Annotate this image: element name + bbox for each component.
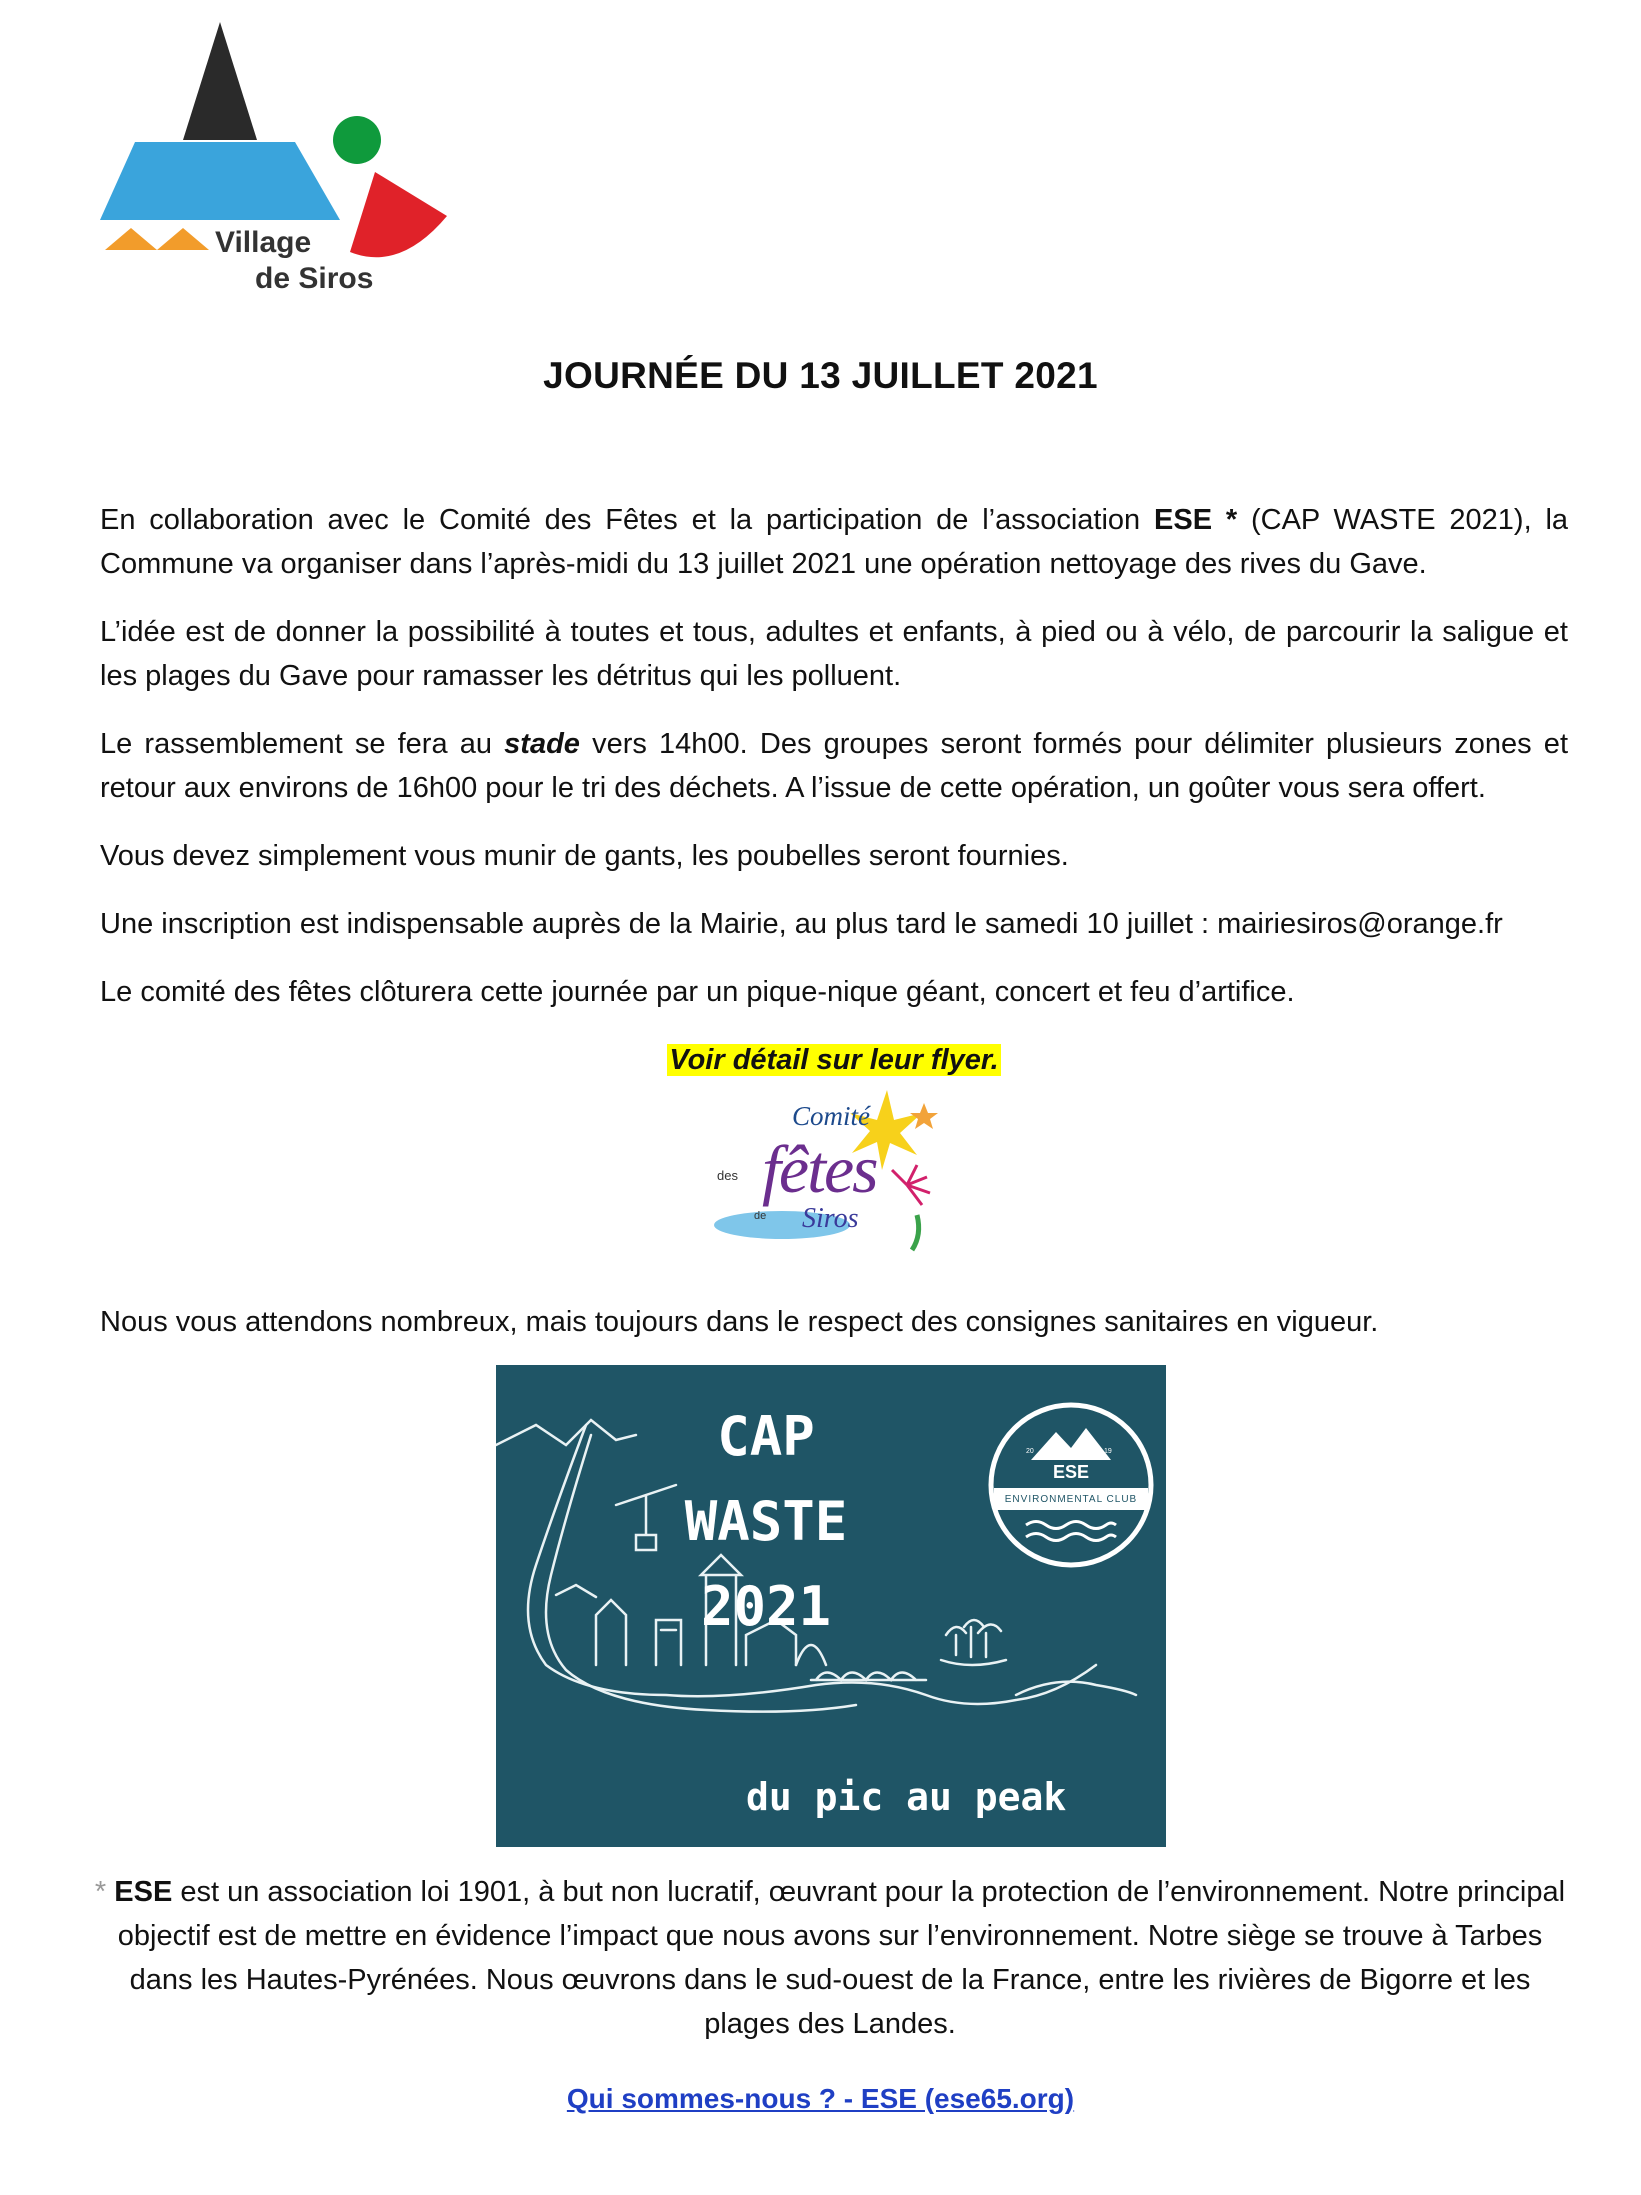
p1-text-a: En collaboration avec le Comité des Fêtes et la participation de l’association	[100, 504, 1155, 536]
logo-red-shape	[350, 172, 447, 257]
church-icon	[796, 1645, 826, 1665]
palm-trees-icon	[941, 1620, 1006, 1665]
logo-black-triangle	[183, 22, 257, 140]
fetes-word: fêtes	[762, 1131, 877, 1207]
p3-text-a: Le rassemblement se fera au	[100, 728, 505, 760]
paragraph-collaboration	[100, 498, 1568, 586]
logo-orange-triangle-2	[157, 228, 209, 250]
cap-waste-poster	[496, 1365, 1166, 1847]
ese-bold: ESE *	[1154, 504, 1238, 536]
badge-year-right: 19	[1104, 1448, 1112, 1455]
small-star-icon	[910, 1103, 938, 1129]
flyer-note	[100, 1038, 1568, 1082]
comite-des-fetes-logo	[712, 1085, 942, 1255]
paragraph-inscription: Une inscription est indispensable auprès de la Mairie, au plus tard le samedi 10 juillet : mairiesiros@orange.fr	[100, 908, 1503, 940]
badge-year-left: 20	[1026, 1448, 1034, 1455]
paragraph-gants: Vous devez simplement vous munir de gants, les poubelles seront fournies.	[100, 840, 1069, 872]
comite-de-word: de	[754, 1210, 767, 1222]
logo-village-text: Village	[215, 226, 312, 259]
p3-text-b: vers 14h00. Des groupes seront formés pour délimiter plusieurs zones et retour aux environs de 16h00 pour le tri des déchets. A l’issue de cette opération, un goûter vous sera offert.	[100, 728, 1568, 804]
stade-bold-italic: stade	[504, 728, 580, 760]
green-stroke-icon	[912, 1215, 919, 1250]
logo-de-siros-text: de Siros	[255, 262, 374, 295]
house-icon	[596, 1600, 626, 1665]
cap-subtitle: du pic au peak	[746, 1775, 1067, 1819]
paragraph-comite: Le comité des fêtes clôturera cette journée par un pique-nique géant, concert et feu d’artifice.	[100, 976, 1295, 1008]
ese-footnote	[90, 1870, 1570, 2046]
logo-blue-trapezoid	[100, 142, 340, 220]
paragraph-idee: L’idée est de donner la possibilité à toutes et tous, adultes et enfants, à pied ou à vélo, de parcourir la saligue et les plages du Gave pour ramasser les détritus qui les polluent.	[100, 616, 1568, 692]
paragraph-rassemblement	[100, 722, 1568, 810]
badge-graphic	[986, 1400, 1156, 1570]
bridge-icon	[811, 1673, 926, 1681]
year-word: 2021	[700, 1575, 832, 1638]
logo-graphic	[95, 22, 465, 302]
badge-ese-text: ESE	[1052, 1462, 1090, 1482]
badge-ring	[991, 1405, 1151, 1565]
page-title: JOURNÉE DU 13 JUILLET 2021	[543, 355, 1098, 396]
footnote-star: *	[94, 1876, 107, 1908]
badge-waves-icon	[1026, 1522, 1116, 1541]
mountain-line	[496, 1420, 636, 1445]
ese-website-link[interactable]: Qui sommes-nous ? - ESE (ese65.org)	[566, 2083, 1075, 2114]
chalet-roof-icon	[556, 1585, 596, 1597]
footnote-ese-bold: ESE	[114, 1876, 173, 1908]
badge-club-text: ENVIRONMENTAL CLUB	[1004, 1494, 1138, 1505]
waste-word: WASTE	[684, 1490, 848, 1553]
p1-text-b: (CAP WASTE 2021), la Commune va organiser dans l’après-midi du 13 juillet 2021 une opération nettoyage des rives du Gave.	[100, 504, 1569, 580]
ese-link-line	[0, 2083, 1641, 2115]
logo-orange-triangle-1	[105, 228, 157, 250]
cap-word: CAP	[717, 1405, 815, 1468]
wave-line	[1016, 1682, 1136, 1695]
footnote-text: est un association loi 1901, à but non lucratif, œuvrant pour la protection de l’environnement. Notre principal objectif est de mettre en évidence l’impact que nous avons sur l’environnement. Notre siège se trouve à Tarbes dans les Hautes-Pyrénées. Nous œuvrons dans le sud-ouest de la France, entre les rivières de Bigorre et les plages des Landes.	[117, 1876, 1566, 2040]
ese-club-badge	[986, 1400, 1156, 1570]
main-body	[100, 498, 1568, 1100]
comite-word: Comité	[792, 1101, 870, 1131]
badge-mountain-icon	[1031, 1428, 1111, 1460]
siros-word: Siros	[802, 1203, 859, 1234]
closing-sentence: Nous vous attendons nombreux, mais toujours dans le respect des consignes sanitaires en vigueur.	[100, 1306, 1379, 1338]
flyer-highlight: Voir détail sur leur flyer.	[669, 1044, 999, 1076]
village-de-siros-logo	[95, 22, 465, 302]
logo-green-circle	[333, 116, 381, 164]
firework-burst-icon	[892, 1165, 930, 1205]
comite-des-word: des	[717, 1168, 738, 1183]
